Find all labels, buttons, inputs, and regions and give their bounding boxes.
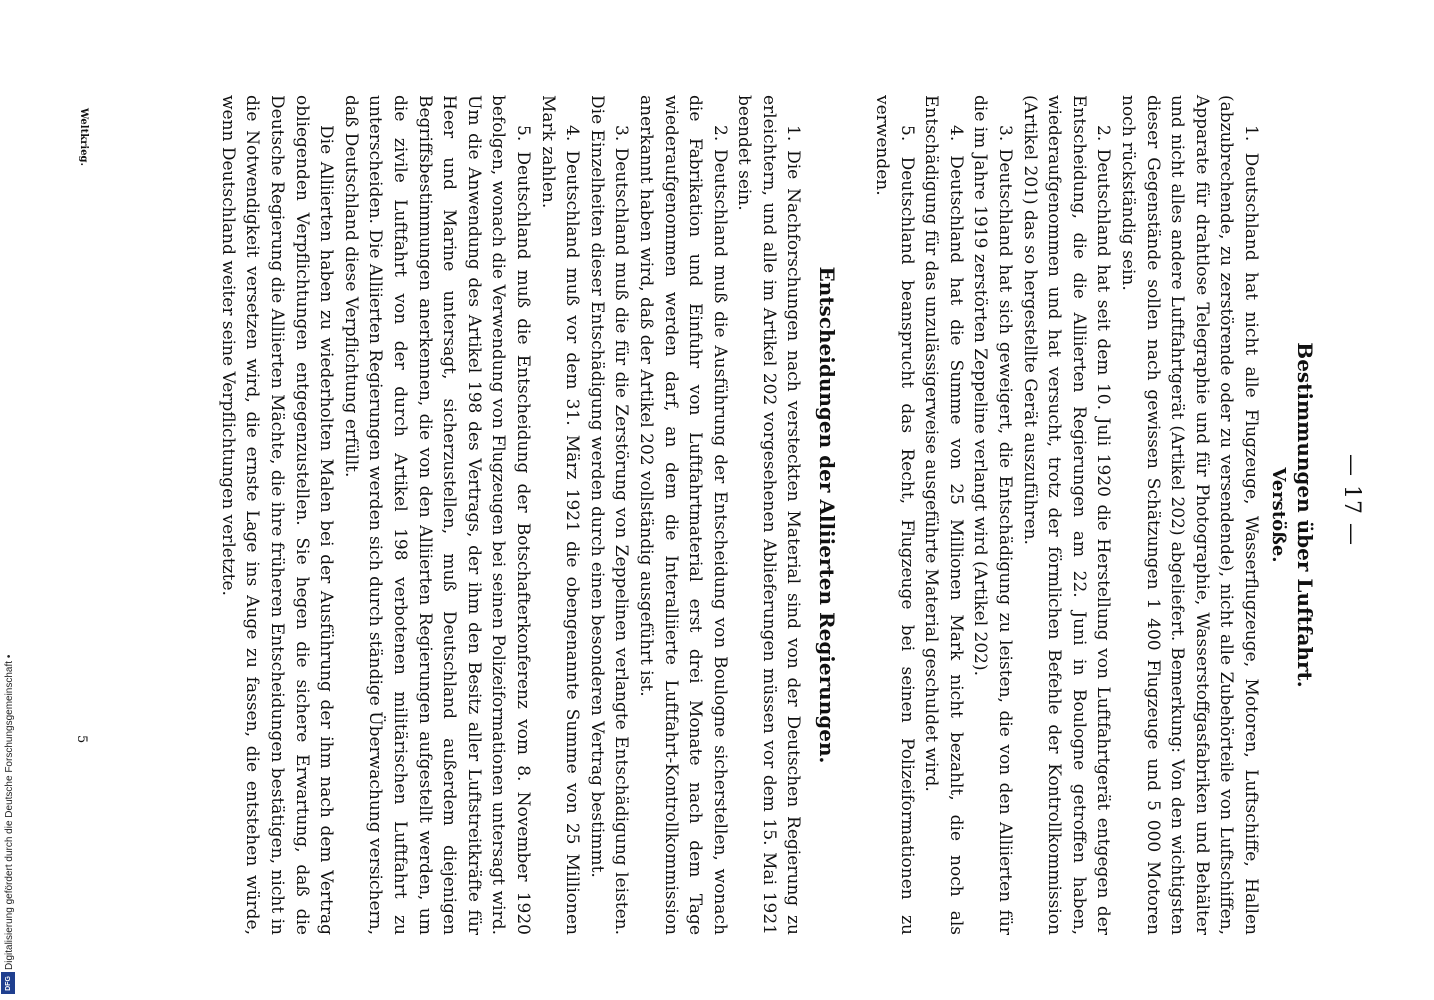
- violation-paragraph: 1. Deutschland hat nicht alle Flugzeuge, Wasserflugzeuge, Motoren, Luftschiffe, Hallen (abzubrechende, zu zerstörende oder zu versendende), nicht alle Zubehörteile von Luftschiffen, Apparate für drahtlose Telegraphie und für Photographie, Wasserstoffgasfabriken und Behälter und nicht alles andere Luftfahrtgerät (Artikel 202) abgeliefert. Bemerkung: Von den wichtigsten dieser Gegenstände sollen nach gewissen Schätzungen 1 400 Flugzeuge und 5 000 Motoren noch rückständig sein.: [1118, 95, 1261, 935]
- subsection-title: Verstöße.: [1268, 467, 1289, 563]
- violation-paragraph: 2. Deutschland hat seit dem 10. Juli 1920 die Herstellung von Luftfahrtgerät entgegen der Entscheidung, die die Alliierten Regierungen am 22. Juni in Boulogne getroffen haben, wiederaufgenommen und hat versucht, trotz der förmlichen Befehle der Kontrollkommission (Artikel 201) das so hergestellte Gerät auszuführen.: [1019, 95, 1114, 935]
- violation-paragraph: 4. Deutschland hat die Summe von 25 Millionen Mark nicht bezahlt, die noch als Entschädigung für das unzulässigerweise ausgeführte Material geschuldet wird.: [921, 95, 966, 935]
- decision-paragraph: 5. Deutschland muß die Entscheidung der Botschafterkonferenz vom 8. November 1920 befolgen, wonach die Verwendung von Flugzeugen bei seinen Polizeiformationen untersagt wird. Um die Anwendung des Artikel 198 des Vertrags, der ihm den Besitz aller Luftstreitkräfte für Heer und Marine untersagt, sicherzustellen, muß Deutschland außerdem diejenigen Begriffsbestimmungen anerkennen, die von den Alliierten Regierungen aufgestellt werden, um die zivile Luftfahrt von der durch Artikel 198 verbotenen militärischen Luftfahrt zu unterscheiden. Die Alliierten Regierungen werden sich durch ständige Überwachung versichern, daß Deutschland diese Verpflichtung erfüllt.: [340, 95, 533, 935]
- decision-paragraph: 3. Deutschland muß die für die Zerstörung von Zeppelinen verlangte Entschädigung leisten. Die Einzelheiten dieser Entschädigung werden durch einen besonderen Vertrag bestimmt.: [586, 95, 632, 935]
- violation-paragraph: 5. Deutschland beansprucht das Recht, Flugzeuge bei seinen Polizeiformationen zu verwenden.: [872, 95, 917, 935]
- decisions-title: Entscheidungen der Alliierten Regierungen.: [815, 266, 840, 764]
- dfg-logo-text: DFG: [4, 975, 12, 991]
- footer-page-number: 5: [74, 735, 89, 744]
- page-header: — 17 —: [1339, 454, 1364, 546]
- dfg-credit-text: Digitalisierung gefördert durch die Deutsche Forschungsgemeinschaft •: [4, 654, 15, 970]
- decision-paragraph: 2. Deutschland muß die Ausführung der Entscheidung von Boulogne sicherstellen, wonach die Fabrikation und Einfuhr von Luftfahrtmaterial erst drei Monate nach dem Tage wiederaufgenommen werden darf, an dem die Interalliierte Luftfahrt-Kontrollkommission anerkannt haben wird, daß der Artikel 202 vollständig ausgeführt ist.: [635, 95, 730, 935]
- decision-paragraph: 1. Die Nachforschungen nach versteckten Material sind von der Deutschen Regierung zu erleichtern, und alle im Artikel 202 vorgesehenen Ablieferungen müssen vor dem 15. Mai 1921 beendet sein.: [734, 95, 804, 935]
- section-title: Bestimmungen über Luftfahrt.: [1293, 342, 1317, 688]
- violation-paragraph: 3. Deutschland hat sich geweigert, die Entschädigung zu leisten, die von den Alliierten für die im Jahre 1919 zerstörten Zeppeline verlangt wird (Artikel 202).: [970, 95, 1016, 935]
- footer-signature: Weltkrieg.: [78, 108, 89, 167]
- closing-paragraph: Die Alliierten haben zu wiederholten Malen bei der Ausführung der ihm nach dem Vertrag obliegenden Verpflichtungen entgegenzustellen. Sie hegen die sichere Erwartung, daß die Deutsche Regierung die Alliierten Mächte, die ihre früheren Entscheidungen bestätigen, nicht in die Notwendigkeit versetzen wird, die ernste Lage ins Auge zu fassen, die entstehen würde, wenn Deutschland weiter seine Verpflichtungen verletzte.: [217, 95, 337, 935]
- decision-paragraph: 4. Deutschland muß vor dem 31. März 1921 die obengenannte Summe von 25 Millionen Mark zahlen.: [537, 95, 583, 935]
- dfg-sidebar: [0, 600, 16, 1000]
- dfg-logo-icon: [1, 972, 15, 994]
- page-content: [215, 95, 1319, 935]
